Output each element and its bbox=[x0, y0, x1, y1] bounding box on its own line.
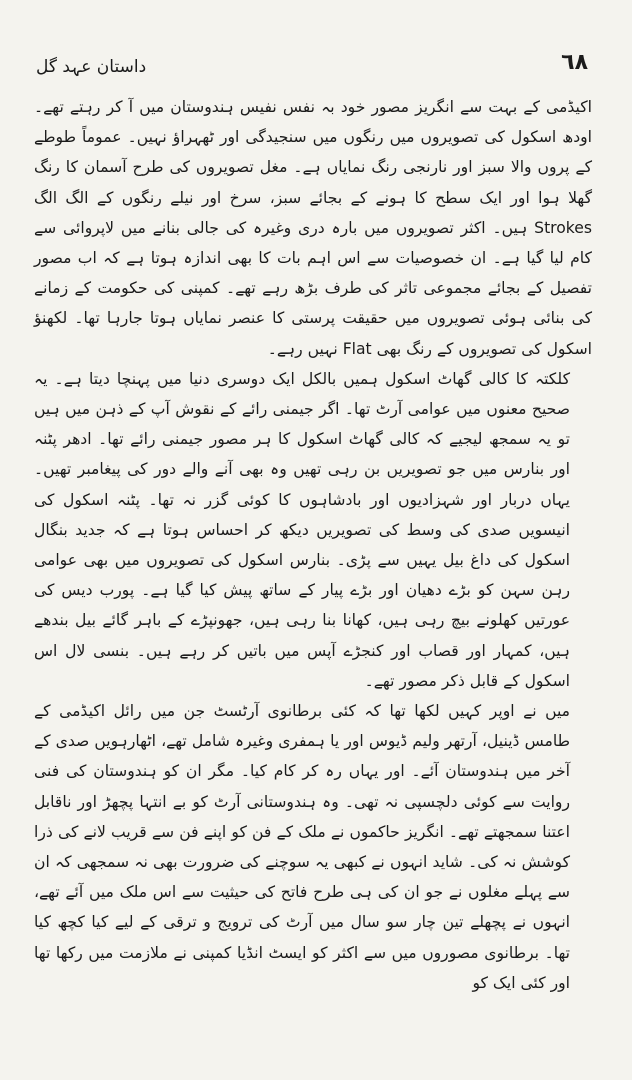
page-number: ٦٨ bbox=[561, 50, 588, 75]
body-text bbox=[34, 92, 592, 998]
page-header bbox=[36, 50, 588, 92]
paragraph: میں نے اوپر کہیں لکھا تھا کہ کئی برطانوی آرٹسٹ جن میں رائل اکیڈمی کے طامس ڈینیل، آرتھر ولیم ڈیوس اور یا ہمفری وغیرہ شامل تھے، اٹھارہویں صدی کے آخر میں ہندوستان آئے۔ اور یہاں رہ کر کام کیا۔ مگر ان کو ہندوستان کی فنی روایت سے کوئی دلچسپی نہ تھی۔ وہ ہندوستانی آرٹ کو بے انتہا پچھڑ اور ناقابل اعتنا سمجھتے تھے۔ انگریز حاکموں نے ملک کے فن کو اپنے فن سے قریب لانے کی ذرا کوشش نہ کی۔ شاید انہوں نے کبھی یہ سوچنے کی ضرورت بھی نہ سمجھی کہ ان سے پہلے مغلوں نے جو ان کی ہی طرح فاتح کی حیثیت سے اس ملک میں آئے تھے، انہوں نے پچھلے تین چار سو سال میں آرٹ کی ترویج و ترقی کے لیے کیا کچھ کیا تھا۔ برطانوی مصوروں میں سے اکثر کو ایسٹ انڈیا کمپنی نے ملازمت میں رکھا تھا اور کئی ایک کو bbox=[34, 702, 570, 992]
paragraph: اکیڈمی کے بہت سے انگریز مصور خود بہ نفس نفیس ہندوستان میں آ کر رہتے تھے۔ اودھ اسکول کی تصویروں میں رنگوں میں سنجیدگی اور ٹھہراؤ نہیں۔ عموماً طوطے کے پروں والا سبز اور نارنجی رنگ نمایاں ہے۔ مغل تصویروں کی طرح آسمان کا رنگ گھلا ہوا اور ایک سطح کا ہونے کے بجائے سبز، سرخ اور نیلے رنگوں کے الگ الگ Strokes ہیں۔ اکثر تصویروں میں بارہ دری وغیرہ کی جالی بنانے میں لاپروائی سے کام لیا گیا ہے۔ ان خصوصیات سے اس اہم بات کا بھی اندازہ ہوتا ہے کہ اب مصور تفصیل کے بجائے مجموعی تاثر کی طرف بڑھ رہے تھے۔ کمپنی کی حکومت کے زمانے کی بنائی ہوئی تصویروں میں حقیقت پرستی کا عنصر نمایاں ہوتا جارہا تھا۔ لکھنؤ اسکول کی تصویروں کے رنگ بھی Flat نہیں رہے۔ bbox=[34, 98, 592, 358]
running-title: داستان عہد گل bbox=[36, 57, 147, 77]
paragraph: کلکتہ کا کالی گھاٹ اسکول ہمیں بالکل ایک دوسری دنیا میں پہنچا دیتا ہے۔ یہ صحیح معنوں میں عوامی آرٹ تھا۔ اگر جیمنی رائے کے نقوش آپ کے ذہن میں ہیں تو یہ سمجھ لیجیے کہ کالی گھاٹ اسکول کا ہر مصور جیمنی رائے تھا۔ ادھر پٹنہ اور بنارس میں جو تصویریں بن رہی تھیں وہ بھی آنے والے دور کی پیغامبر تھیں۔ یہاں دربار اور شہزادیوں اور بادشاہوں کا کوئی گزر نہ تھا۔ پٹنہ اسکول کی انیسویں صدی کی وسط کی تصویریں دیکھ کر احساس ہوتا ہے کہ جدید بنگال اسکول کی داغ بیل یہیں سے پڑی۔ بنارس اسکول کی تصویروں میں بھی عوامی رہن سہن کو بڑے دھیان اور بڑے پیار کے ساتھ پیش کیا گیا ہے۔ پورب دیس کی عورتیں کھلونے بیچ رہی ہیں، کھانا بنا رہی ہیں، جھونپڑے کے باہر گائے بیل بندھے ہیں، کمہار اور قصاب اور کنجڑے آپس میں باتیں کر رہے ہیں۔ بنسی لال اس اسکول کے قابل ذکر مصور تھے۔ bbox=[34, 369, 570, 690]
